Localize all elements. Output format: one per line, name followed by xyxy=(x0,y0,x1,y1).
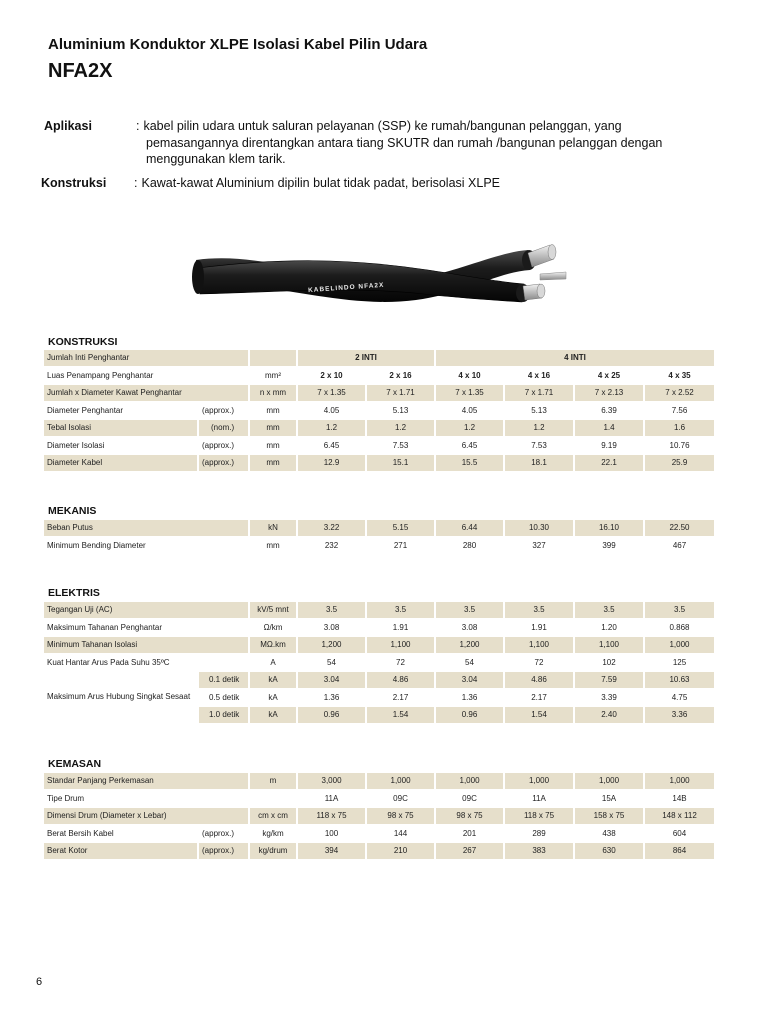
cell-value: 232 xyxy=(298,538,367,556)
cell-value: 4.86 xyxy=(505,672,575,690)
cell-value: 7 x 2.52 xyxy=(645,385,714,403)
cell-value: 1,200 xyxy=(298,637,367,655)
cell-value: 864 xyxy=(645,843,714,861)
cell-value: 210 xyxy=(367,843,436,861)
cell-value: 72 xyxy=(367,655,436,673)
cell-value: 5.13 xyxy=(505,403,575,421)
row-unit: cm x cm xyxy=(250,808,298,826)
row-note: (approx.) xyxy=(199,455,250,473)
row-label: Tegangan Uji (AC) xyxy=(44,602,250,620)
cell-value: 4 x 16 xyxy=(505,368,575,386)
table-row xyxy=(44,368,714,386)
row-unit: mm xyxy=(250,403,298,421)
table-row xyxy=(44,637,714,655)
cell-value: 118 x 75 xyxy=(298,808,367,826)
cell-value: 1,000 xyxy=(505,773,575,791)
cell-value: 3.22 xyxy=(298,520,367,538)
row-note: (approx.) xyxy=(199,843,250,861)
cell-value: 125 xyxy=(645,655,714,673)
row-unit: m xyxy=(250,773,298,791)
aplikasi-text: kabel pilin udara untuk saluran pelayanan (SSP) ke rumah/bangunan pelanggan, yang pemasangannya direntangkan antara tiang SKUTR dan rumah /bangunan pelanggan dengan menggunakan klem tarik. xyxy=(143,119,663,166)
row-label: Diameter Isolasi xyxy=(44,438,199,456)
row-unit xyxy=(250,791,298,809)
section-elektris-heading: ELEKTRIS xyxy=(48,587,100,599)
table-row xyxy=(44,791,714,809)
row-label: Berat Kotor xyxy=(44,843,199,861)
cell-value: 7.53 xyxy=(367,438,436,456)
cell-value: 604 xyxy=(645,826,714,844)
cell-value: 1.6 xyxy=(645,420,714,438)
cell-value: 148 x 112 xyxy=(645,808,714,826)
row-unit: kN xyxy=(250,520,298,538)
cell-value: 394 xyxy=(298,843,367,861)
row-unit: kA xyxy=(250,690,298,708)
row-unit: kg/km xyxy=(250,826,298,844)
cell-value: 16.10 xyxy=(575,520,645,538)
cell-value: 09C xyxy=(436,791,505,809)
section-kemasan-heading: KEMASAN xyxy=(48,758,102,770)
cell-value: 12.9 xyxy=(298,455,367,473)
table-row xyxy=(44,620,714,638)
cell-value: 4.86 xyxy=(367,672,436,690)
table-row xyxy=(44,602,714,620)
row-note: 1.0 detik xyxy=(199,707,250,725)
aplikasi-colon: : xyxy=(136,119,140,133)
row-label: Dimensi Drum (Diameter x Lebar) xyxy=(44,808,250,826)
cell-value: 10.76 xyxy=(645,438,714,456)
cell-value: 2.17 xyxy=(505,690,575,708)
cell-value: 630 xyxy=(575,843,645,861)
cell-value: 0.96 xyxy=(436,707,505,725)
table-row xyxy=(44,773,714,791)
cell-value: 2.40 xyxy=(575,707,645,725)
row-label: Tipe Drum xyxy=(44,791,250,809)
cell-value: 271 xyxy=(367,538,436,556)
cell-value: 3.04 xyxy=(436,672,505,690)
cell-value: 3.5 xyxy=(436,602,505,620)
cell-value: 5.15 xyxy=(367,520,436,538)
row-label: Kuat Hantar Arus Pada Suhu 35ºC xyxy=(44,655,250,673)
aplikasi-label: Aplikasi xyxy=(44,119,92,133)
row-unit: A xyxy=(250,655,298,673)
aplikasi-text-wrap xyxy=(136,118,691,168)
cell-value: 22.1 xyxy=(575,455,645,473)
short-circuit-label: Maksimum Arus Hubung Singkat Sesaat xyxy=(44,672,199,725)
cell-value: 10.63 xyxy=(645,672,714,690)
elektris-table xyxy=(44,602,714,725)
cell-value: 0.96 xyxy=(298,707,367,725)
cell-value: 1.4 xyxy=(575,420,645,438)
cell-value: 0.868 xyxy=(645,620,714,638)
cell-value: 201 xyxy=(436,826,505,844)
cell-value: 4.05 xyxy=(436,403,505,421)
cell-value: 3.5 xyxy=(575,602,645,620)
group-header-4-inti: 4 INTI xyxy=(436,350,714,368)
cell-value: 118 x 75 xyxy=(505,808,575,826)
section-konstruksi-heading: KONSTRUKSI xyxy=(48,336,118,348)
konstruksi-table xyxy=(44,350,714,473)
cell-value: 1.54 xyxy=(367,707,436,725)
cell-value: 289 xyxy=(505,826,575,844)
cell-value: 383 xyxy=(505,843,575,861)
konstruksi-text: Kawat-kawat Aluminium dipilin bulat tidak padat, berisolasi XLPE xyxy=(141,176,501,190)
konstruksi-label: Konstruksi xyxy=(41,176,107,190)
row-unit: mm xyxy=(250,455,298,473)
cell-value: 10.30 xyxy=(505,520,575,538)
table-row xyxy=(44,455,714,473)
cell-value: 3.39 xyxy=(575,690,645,708)
cell-value: 327 xyxy=(505,538,575,556)
cell-value: 438 xyxy=(575,826,645,844)
cell-value: 2 x 16 xyxy=(367,368,436,386)
cell-value: 1.54 xyxy=(505,707,575,725)
cell-value: 1.2 xyxy=(298,420,367,438)
cable-illustration xyxy=(188,228,573,318)
cell-value: 1.36 xyxy=(436,690,505,708)
cell-value: 25.9 xyxy=(645,455,714,473)
row-note: 0.5 detik xyxy=(199,690,250,708)
row-label: Standar Panjang Perkemasan xyxy=(44,773,250,791)
row-note: (approx.) xyxy=(199,438,250,456)
aplikasi-block xyxy=(44,118,724,168)
cell-value: 4.05 xyxy=(298,403,367,421)
cell-value: 1,100 xyxy=(367,637,436,655)
cell-value: 98 x 75 xyxy=(367,808,436,826)
cell-value: 280 xyxy=(436,538,505,556)
row-unit: mm² xyxy=(250,368,298,386)
cell-value: 267 xyxy=(436,843,505,861)
cell-value: 6.45 xyxy=(298,438,367,456)
cell-value: 2 x 10 xyxy=(298,368,367,386)
table-row xyxy=(44,808,714,826)
row-unit: kA xyxy=(250,672,298,690)
cell-value: 7.56 xyxy=(645,403,714,421)
cell-value: 4.75 xyxy=(645,690,714,708)
row-label: Diameter Penghantar xyxy=(44,403,199,421)
row-unit: mm xyxy=(250,420,298,438)
cell-value: 18.1 xyxy=(505,455,575,473)
cell-value: 1,200 xyxy=(436,637,505,655)
section-mekanis-heading: MEKANIS xyxy=(48,505,97,517)
cell-value: 4 x 10 xyxy=(436,368,505,386)
konstruksi-block xyxy=(41,175,721,193)
cell-value: 7 x 2.13 xyxy=(575,385,645,403)
cell-value: 3.04 xyxy=(298,672,367,690)
konstruksi-text-wrap xyxy=(134,175,694,192)
cell-value: 15A xyxy=(575,791,645,809)
row-note: 0.1 detik xyxy=(199,672,250,690)
cell-value: 5.13 xyxy=(367,403,436,421)
table-row xyxy=(44,826,714,844)
cell-value: 467 xyxy=(645,538,714,556)
row-unit: kA xyxy=(250,707,298,725)
row-note: (nom.) xyxy=(199,420,250,438)
cell-value: 1.20 xyxy=(575,620,645,638)
row-note: (approx.) xyxy=(199,403,250,421)
kemasan-table xyxy=(44,773,714,861)
product-code: NFA2X xyxy=(48,60,113,82)
row-unit: n x mm xyxy=(250,385,298,403)
cell-value: 11A xyxy=(505,791,575,809)
cell-value: 1,000 xyxy=(367,773,436,791)
cell-value: 7 x 1.71 xyxy=(505,385,575,403)
row-label: Diameter Kabel xyxy=(44,455,199,473)
table-row xyxy=(44,385,714,403)
table-row xyxy=(44,672,714,690)
cell-value: 15.5 xyxy=(436,455,505,473)
cell-value: 3.5 xyxy=(298,602,367,620)
table-row xyxy=(44,520,714,538)
row-label: Maksimum Tahanan Penghantar xyxy=(44,620,250,638)
mekanis-table xyxy=(44,520,714,555)
cell-value: 7 x 1.35 xyxy=(436,385,505,403)
cell-value: 7.59 xyxy=(575,672,645,690)
page-number: 6 xyxy=(36,976,43,988)
conductor-tip xyxy=(540,272,566,280)
conductor-end-bottom xyxy=(537,284,545,298)
row-unit: mm xyxy=(250,438,298,456)
cell-value: 4 x 25 xyxy=(575,368,645,386)
table-row xyxy=(44,538,714,556)
cell-value: 9.19 xyxy=(575,438,645,456)
row-unit: mm xyxy=(250,538,298,556)
cable-end-left xyxy=(192,260,204,294)
cell-value: 1,100 xyxy=(575,637,645,655)
row-label: Jumlah x Diameter Kawat Penghantar xyxy=(44,385,250,403)
cell-value: 3.36 xyxy=(645,707,714,725)
cell-value: 09C xyxy=(367,791,436,809)
cell-value: 1.2 xyxy=(436,420,505,438)
table-row xyxy=(44,350,714,368)
cell-value: 1.91 xyxy=(505,620,575,638)
cell-value: 102 xyxy=(575,655,645,673)
cell-value: 3.08 xyxy=(436,620,505,638)
cell-value: 3.5 xyxy=(367,602,436,620)
cell-value: 1.91 xyxy=(367,620,436,638)
group-header-2-inti: 2 INTI xyxy=(298,350,436,368)
cell-value: 7 x 1.35 xyxy=(298,385,367,403)
cell-value: 3.5 xyxy=(645,602,714,620)
cell-value: 144 xyxy=(367,826,436,844)
row-label: Minimum Tahanan Isolasi xyxy=(44,637,250,655)
row-unit: kV/5 mnt xyxy=(250,602,298,620)
cell-value: 1.2 xyxy=(505,420,575,438)
row-unit: MΩ.km xyxy=(250,637,298,655)
cell-value: 1,000 xyxy=(645,773,714,791)
conductor-end-top xyxy=(548,245,556,260)
table-row xyxy=(44,420,714,438)
row-label: Berat Bersih Kabel xyxy=(44,826,199,844)
cell-value: 14B xyxy=(645,791,714,809)
konstruksi-colon: : xyxy=(134,176,138,190)
cell-value: 7 x 1.71 xyxy=(367,385,436,403)
table-row xyxy=(44,403,714,421)
row-label: Jumlah Inti Penghantar xyxy=(44,350,250,368)
table-row xyxy=(44,438,714,456)
cell-value: 1,000 xyxy=(575,773,645,791)
cell-value: 6.44 xyxy=(436,520,505,538)
cell-value: 1,000 xyxy=(645,637,714,655)
cell-value: 54 xyxy=(436,655,505,673)
row-label: Luas Penampang Penghantar xyxy=(44,368,250,386)
cell-value: 3.5 xyxy=(505,602,575,620)
cell-value: 1.2 xyxy=(367,420,436,438)
document-title: Aluminium Konduktor XLPE Isolasi Kabel Pilin Udara xyxy=(48,36,428,53)
cell-value: 7.53 xyxy=(505,438,575,456)
row-label: Tebal Isolasi xyxy=(44,420,199,438)
cell-value: 1,100 xyxy=(505,637,575,655)
cell-value: 1,000 xyxy=(436,773,505,791)
cell-value: 3,000 xyxy=(298,773,367,791)
cell-value: 6.45 xyxy=(436,438,505,456)
cell-value: 72 xyxy=(505,655,575,673)
cell-value: 158 x 75 xyxy=(575,808,645,826)
table-row xyxy=(44,655,714,673)
cell-value: 2.17 xyxy=(367,690,436,708)
row-note: (approx.) xyxy=(199,826,250,844)
row-unit: kg/drum xyxy=(250,843,298,861)
cell-value: 22.50 xyxy=(645,520,714,538)
cell-value: 3.08 xyxy=(298,620,367,638)
cell-value: 100 xyxy=(298,826,367,844)
cell-value: 4 x 35 xyxy=(645,368,714,386)
cell-value: 54 xyxy=(298,655,367,673)
table-row xyxy=(44,843,714,861)
cell-value: 6.39 xyxy=(575,403,645,421)
cell-value: 98 x 75 xyxy=(436,808,505,826)
cell-value: 15.1 xyxy=(367,455,436,473)
row-unit: Ω/km xyxy=(250,620,298,638)
cell-value: 399 xyxy=(575,538,645,556)
cell-value: 1.36 xyxy=(298,690,367,708)
cell-value: 11A xyxy=(298,791,367,809)
cable-marking: KABELINDO NFA2X xyxy=(307,281,385,295)
row-label: Minimum Bending Diameter xyxy=(44,538,250,556)
row-label: Beban Putus xyxy=(44,520,250,538)
row-unit xyxy=(250,350,298,368)
